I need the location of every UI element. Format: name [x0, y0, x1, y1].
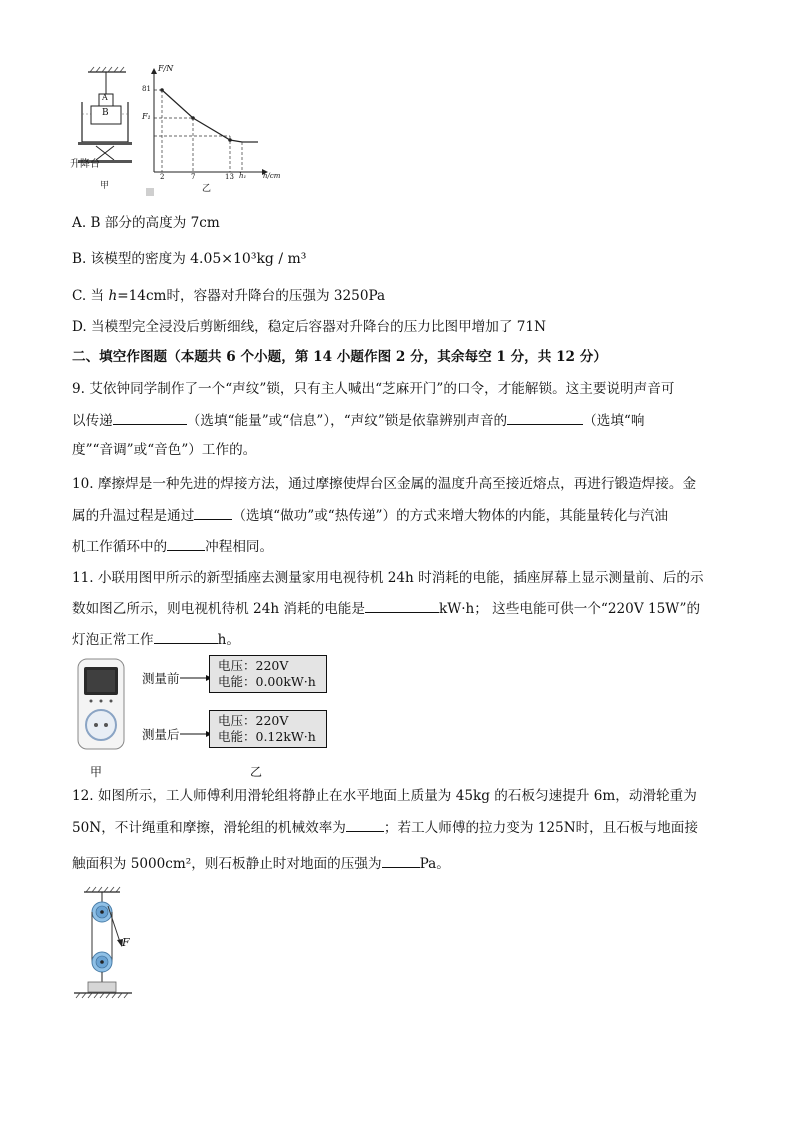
option-c — [72, 286, 385, 306]
x-tick-7: 7 — [191, 173, 196, 181]
q9-blank-1[interactable] — [113, 410, 187, 425]
q9-text-b: （选填“能量”或“信息”），“声纹”锁是依靠辨别声音的 — [186, 413, 508, 429]
q10-text-a: 属的升温过程是通过 — [72, 508, 195, 524]
caption-yi: 乙 — [202, 184, 212, 194]
smart-socket-icon — [76, 657, 128, 753]
figure-container-graph — [70, 60, 290, 200]
q10-line3 — [72, 536, 273, 557]
option-c-rest: =14cm时，容器对升降台的压强为 3250Pa — [117, 288, 386, 304]
q12-text-a: 50N，不计绳重和摩擦，滑轮组的机械效率为 — [72, 820, 346, 836]
x-axis-label: h/cm — [263, 172, 281, 180]
q10-text-c: 机工作循环中的 — [72, 539, 168, 555]
q10-blank-2[interactable] — [167, 536, 205, 551]
before-label: 测量前 — [142, 671, 180, 686]
q10-line1: 10. 摩擦焊是一种先进的焊接方法，通过摩擦使焊台区金属的温度升高至接近熔点，再进行锻造焊接。金 — [72, 476, 697, 492]
q12-text-c: 触面积为 5000cm²，则石板静止时对地面的压强为 — [72, 856, 382, 872]
caption-jia: 甲 — [100, 181, 110, 191]
q9-line2 — [72, 410, 644, 431]
q11-text-a: 数如图乙所示，则电视机待机 24h 消耗的电能是 — [72, 601, 365, 617]
y-axis-label: F/N — [158, 64, 174, 73]
q11-line3 — [72, 629, 240, 650]
y-tick-81: 81 — [142, 85, 151, 93]
q11-text-d: h。 — [217, 632, 240, 648]
option-a: A. B 部分的高度为 7cm — [72, 215, 220, 231]
option-b-text: B. 该模型的密度为 — [72, 251, 191, 267]
q10-text-b: （选填“做功”或“热传递”）的方式来增大物体的内能，其能量转化与汽油 — [232, 508, 668, 524]
after-voltage: 电压：220V — [218, 713, 289, 728]
q10-line2 — [72, 505, 668, 526]
before-arrow-icon — [180, 674, 212, 682]
q9-text-c: （选填“响 — [583, 413, 645, 429]
after-readout — [209, 710, 327, 748]
option-b — [72, 249, 306, 269]
before-energy: 电能：0.00kW·h — [218, 674, 316, 689]
section-heading: 二、填空作图题（本题共 6 个小题，第 14 小题作图 2 分，其余每空 1 分，共 12 分） — [72, 349, 607, 365]
force-label: F — [122, 936, 130, 949]
q12-blank-1[interactable] — [346, 817, 384, 832]
q11-text-b: kW·h； 这些电能可供一个“220V 15W”的 — [438, 601, 701, 617]
before-readout — [209, 655, 327, 693]
option-b-value: 4.05×10³kg / m³ — [190, 251, 307, 267]
q11-blank-2[interactable] — [154, 629, 218, 644]
q9-line1: 9. 艾依钟同学制作了一个“声纹”锁，只有主人喊出“芝麻开门”的口令，才能解锁。这主要说明声音可 — [72, 381, 675, 397]
smart-socket-figure — [72, 657, 342, 781]
q11-caption-jia: 甲 — [90, 765, 103, 779]
after-label: 测量后 — [142, 727, 180, 742]
q12-blank-2[interactable] — [382, 853, 420, 868]
block-a-label: A — [102, 93, 108, 102]
lift-label: 升降台 — [70, 159, 100, 170]
y-tick-f1: F₁ — [142, 112, 151, 121]
x-tick-2: 2 — [160, 173, 165, 181]
q9-blank-2[interactable] — [507, 410, 583, 425]
q11-line1: 11. 小联用图甲所示的新型插座去测量家用电视待机 24h 时消耗的电能，插座屏幕上显示测量前、后的示 — [72, 570, 704, 586]
block-b-label: B — [102, 108, 109, 118]
after-energy: 电能：0.12kW·h — [218, 729, 316, 744]
q12-line1: 12. 如图所示，工人师傅利用滑轮组将静止在水平地面上质量为 45kg 的石板匀速提升 6m，动滑轮重为 — [72, 788, 697, 804]
q12-line3 — [72, 853, 450, 874]
pulley-figure — [70, 884, 140, 1002]
option-c-variable: h — [108, 288, 118, 304]
q10-blank-1[interactable] — [194, 505, 232, 520]
q11-text-c: 灯泡正常工作 — [72, 632, 154, 648]
q9-line3: 度”“音调”或“音色”）工作的。 — [72, 442, 257, 458]
after-arrow-icon — [180, 730, 212, 738]
q11-line2 — [72, 598, 700, 619]
q12-line2 — [72, 817, 698, 838]
option-d: D. 当模型完全浸没后剪断细线，稳定后容器对升降台的压力比图甲增加了 71N — [72, 319, 546, 335]
option-c-text: C. 当 — [72, 288, 109, 304]
x-tick-13: 13 — [225, 173, 234, 181]
q11-blank-1[interactable] — [365, 598, 439, 613]
x-tick-h1: h₁ — [239, 172, 247, 180]
q12-text-b: ；若工人师傅的拉力变为 125N时，且石板与地面接 — [383, 820, 698, 836]
q9-text-a: 以传递 — [72, 413, 113, 429]
q12-text-d: Pa。 — [419, 856, 450, 872]
q10-text-d: 冲程相同。 — [205, 539, 274, 555]
q11-caption-yi: 乙 — [250, 765, 263, 779]
before-voltage: 电压：220V — [218, 658, 289, 673]
